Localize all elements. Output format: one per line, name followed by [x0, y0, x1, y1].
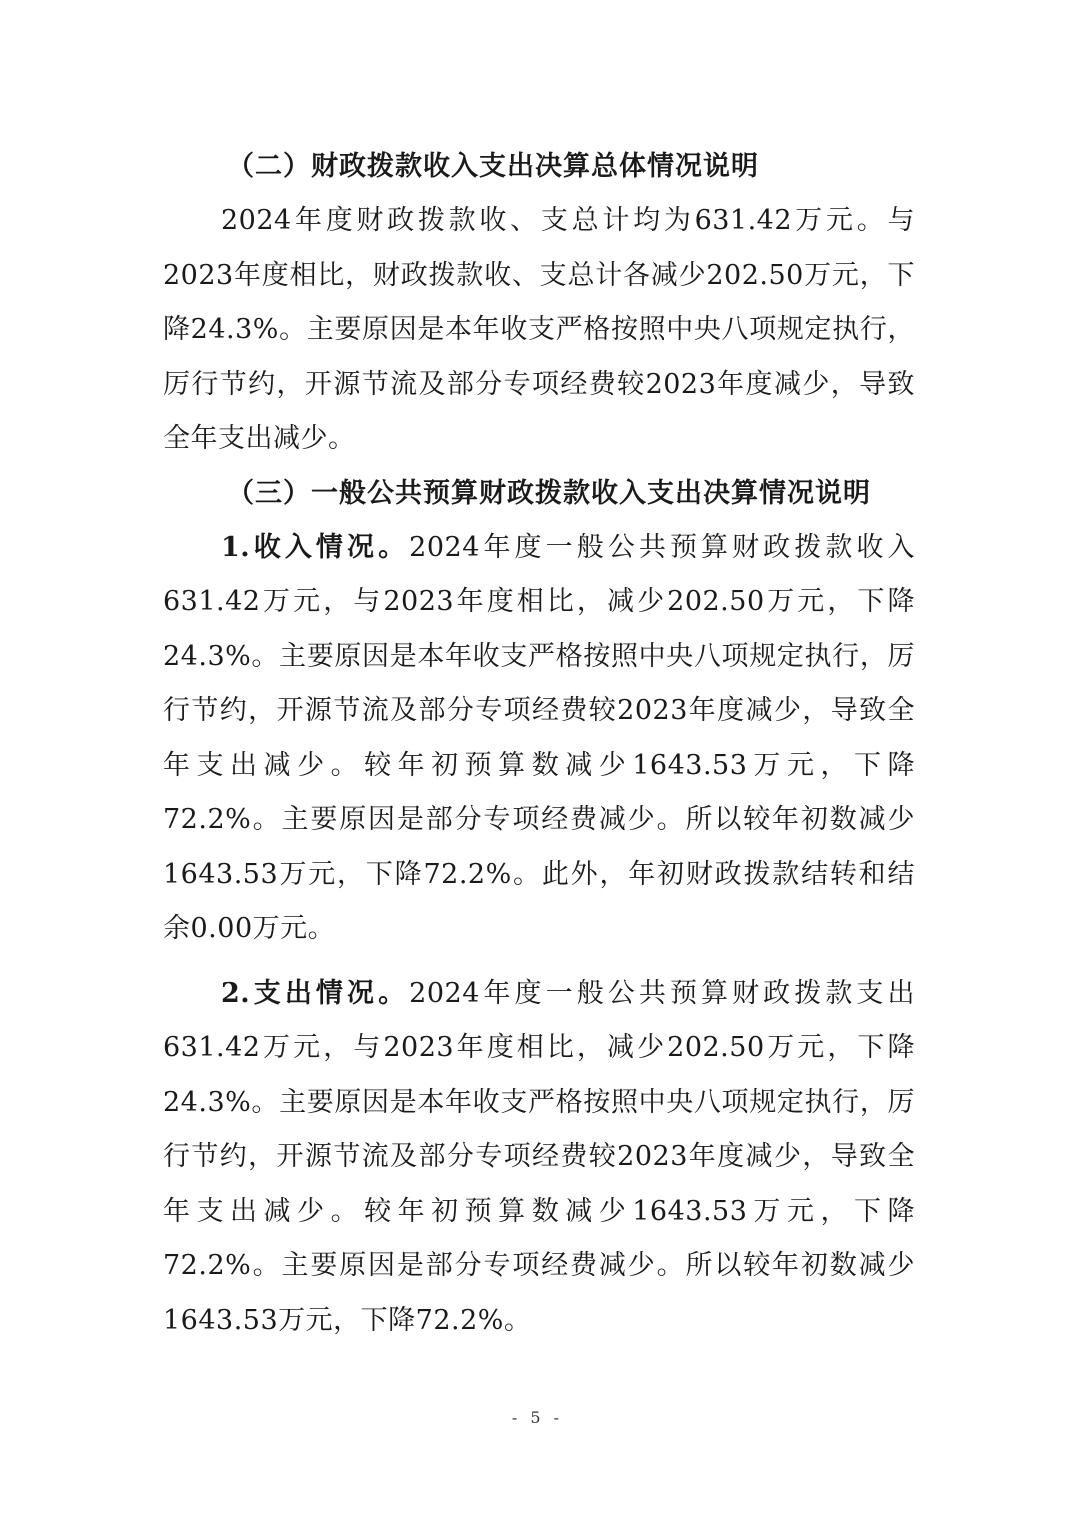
income-lead: 1.收入情况。 [221, 531, 410, 563]
page-content [163, 140, 915, 1348]
paragraph-gap [163, 957, 915, 967]
expenditure-lead: 2.支出情况。 [221, 977, 410, 1009]
section-2-paragraph: 2024年度财政拨款收、支总计均为631.42万元。与2023年度相比，财政拨款收、支总计各减少202.50万元，下降24.3%。主要原因是本年收支严格按照中央八项规定执行，厉行节约，开源节流及部分专项经费较2023年度减少，导致全年支出减少。 [163, 205, 915, 454]
income-body: 2024年度一般公共预算财政拨款收入631.42万元，与2023年度相比，减少202.50万元，下降24.3%。主要原因是本年收支严格按照中央八项规定执行，厉行节约，开源节流及部分专项经费较2023年度减少，导致全年支出减少。较年初预算数减少1643.53万元，下降72.2%。主要原因是部分专项经费减少。所以较年初数减少1643.53万元，下降72.2%。此外，年初财政拨款结转和结余0.00万元。 [163, 531, 915, 944]
expenditure-body: 2024年度一般公共预算财政拨款支出631.42万元，与2023年度相比，减少202.50万元，下降24.3%。主要原因是本年收支严格按照中央八项规定执行，厉行节约，开源节流及部分专项经费较2023年度减少，导致全年支出减少。较年初预算数减少1643.53万元，下降72.2%。主要原因是部分专项经费减少。所以较年初数减少1643.53万元，下降72.2%。 [163, 977, 915, 1336]
expenditure-paragraph [163, 967, 915, 1349]
income-paragraph [163, 521, 915, 957]
section-2-heading: （二）财政拨款收入支出决算总体情况说明 [227, 151, 759, 182]
page-number: - 5 - [511, 1408, 564, 1427]
section-3-heading: （三）一般公共预算财政拨款收入支出决算情况说明 [227, 477, 871, 509]
